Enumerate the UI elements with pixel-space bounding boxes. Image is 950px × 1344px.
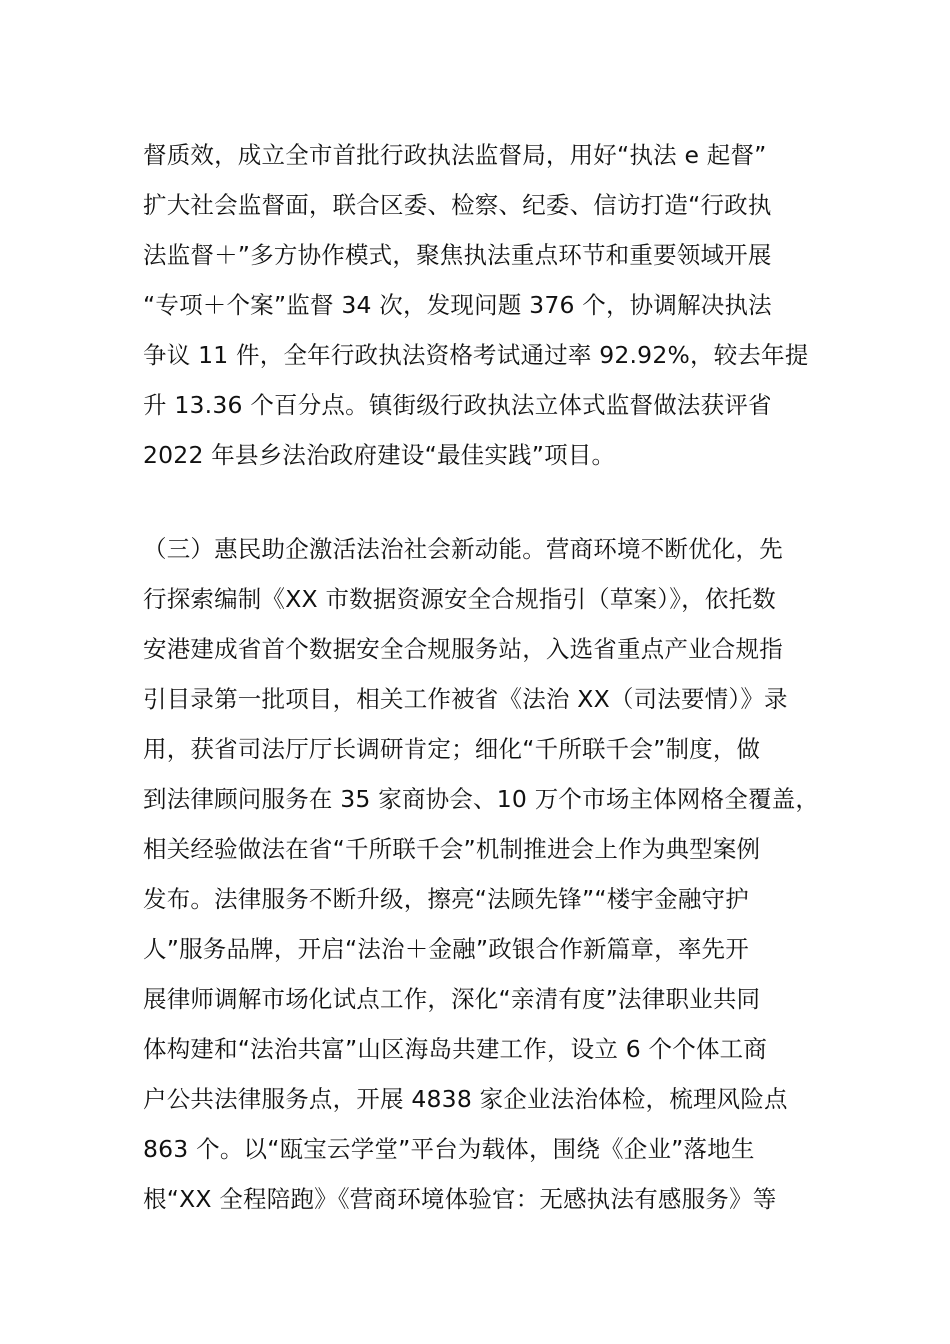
text-line: 人”服务品牌，开启“法治＋金融”政银合作新篇章，率先开	[143, 935, 749, 963]
text-line: “专项＋个案”监督 34 次，发现问题 376 个，协调解决执法	[143, 291, 772, 319]
paragraph-1	[143, 130, 823, 480]
text-line: 督质效，成立全市首批行政执法监督局，用好“执法 e 起督”	[143, 141, 767, 169]
text-line: 发布。法律服务不断升级，擦亮“法顾先锋”“楼宇金融守护	[143, 885, 749, 913]
text-line: 用，获省司法厅厅长调研肯定；细化“千所联千会”制度，做	[143, 735, 761, 763]
text-line: 根“XX 全程陪跑》《营商环境体验官：无感执法有感服务》等	[143, 1185, 777, 1213]
paragraph-2	[143, 524, 823, 1224]
text-line: 相关经验做法在省“千所联千会”机制推进会上作为典型案例	[143, 835, 761, 863]
text-line: 体构建和“法治共富”山区海岛共建工作，设立 6 个个体工商	[143, 1035, 768, 1063]
text-line: 到法律顾问服务在 35 家商协会、10 万个市场主体网格全覆盖，	[143, 785, 820, 813]
text-line: 2022 年县乡法治政府建设“最佳实践”项目。	[143, 441, 616, 469]
text-line: 升 13.36 个百分点。镇街级行政执法立体式监督做法获评省	[143, 391, 772, 419]
text-line: 863 个。以“瓯宝云学堂”平台为载体，围绕《企业”落地生	[143, 1135, 755, 1163]
text-line: 扩大社会监督面，联合区委、检察、纪委、信访打造“行政执	[143, 191, 772, 219]
text-line: 展律师调解市场化试点工作，深化“亲清有度”法律职业共同	[143, 985, 761, 1013]
text-line: 法监督＋”多方协作模式，聚焦执法重点环节和重要领域开展	[143, 241, 772, 269]
text-line: 争议 11 件，全年行政执法资格考试通过率 92.92%，较去年提	[143, 341, 809, 369]
text-line: 行探索编制《XX 市数据资源安全合规指引（草案）》，依托数	[143, 585, 776, 613]
text-line: 户公共法律服务点，开展 4838 家企业法治体检，梳理风险点	[143, 1085, 788, 1113]
section-heading-line: （三）惠民助企激活法治社会新动能。营商环境不断优化，先	[143, 535, 783, 563]
text-line: 引目录第一批项目，相关工作被省《法治 XX（司法要情）》录	[143, 685, 788, 713]
text-line: 安港建成省首个数据安全合规服务站，入选省重点产业合规指	[143, 635, 783, 663]
